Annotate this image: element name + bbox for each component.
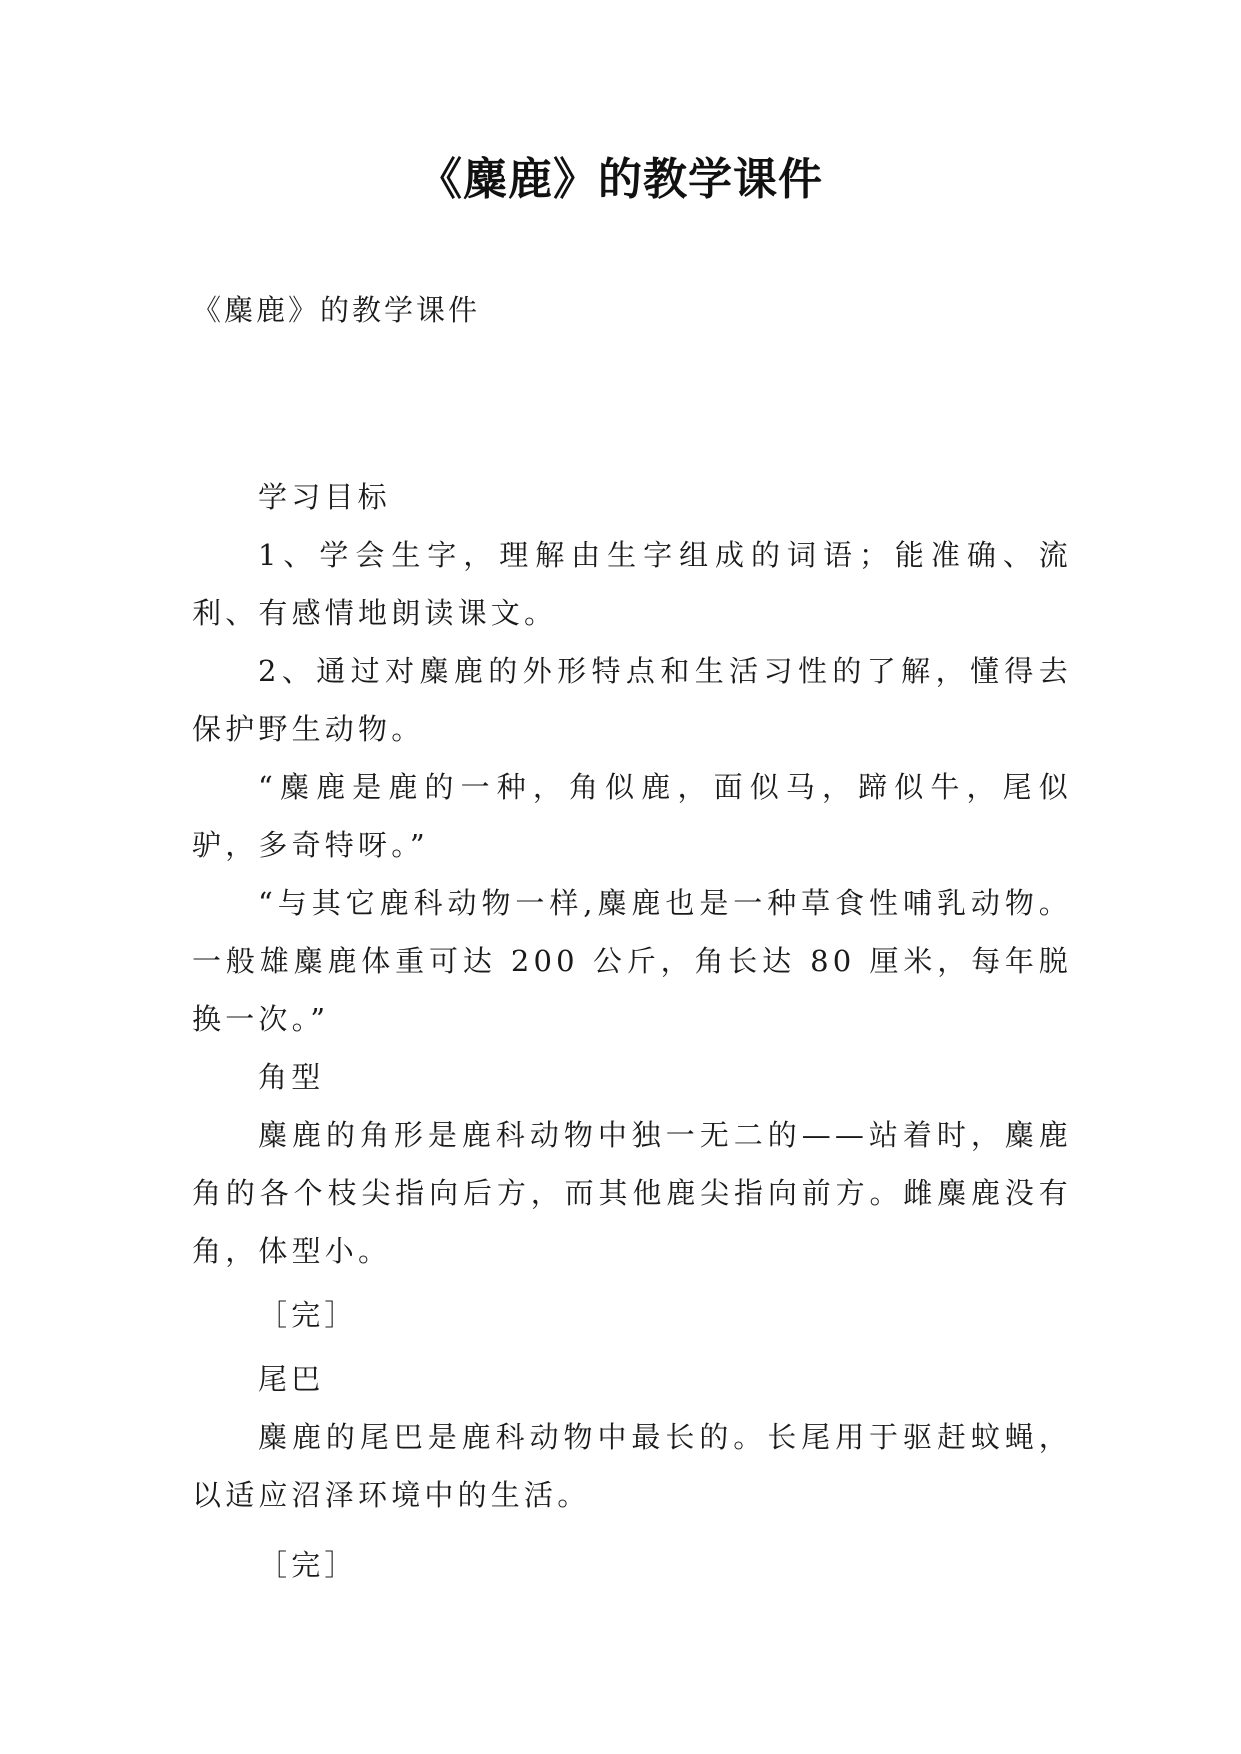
tail-paragraph: 麋鹿的尾巴是鹿科动物中最长的。长尾用于驱赶蚊蝇，以适应沼泽环境中的生活。: [192, 1420, 1072, 1512]
antlers-paragraph: 麋鹿的角形是鹿科动物中独一无二的——站着时，麋鹿角的各个枝尖指向后方，而其他鹿尖指向前方。雌麋鹿没有角，体型小。: [192, 1118, 1072, 1268]
section-heading-antlers: 角型: [258, 1060, 325, 1094]
section-heading-objectives: 学习目标: [258, 480, 391, 514]
end-marker-1: ［完］: [258, 1298, 358, 1332]
document-title: 《麋鹿》的教学课件: [418, 154, 823, 205]
end-marker-2: ［完］: [258, 1548, 358, 1582]
document-body: [192, 468, 1072, 1594]
objective-2: 2、通过对麋鹿的外形特点和生活习性的了解，懂得去保护野生动物。: [192, 654, 1072, 746]
quote-2: “与其它鹿科动物一样,麋鹿也是一种草食性哺乳动物。一般雄麋鹿体重可达 200 公斤，角长达 80 厘米，每年脱换一次。”: [192, 886, 1072, 1036]
quote-1: “麋鹿是鹿的一种，角似鹿，面似马，蹄似牛，尾似驴，多奇特呀。”: [192, 770, 1072, 862]
section-heading-tail: 尾巴: [258, 1362, 325, 1396]
objective-1: 1、学会生字，理解由生字组成的词语；能准确、流利、有感情地朗读课文。: [192, 538, 1072, 630]
document-subtitle: 《麋鹿》的教学课件: [192, 293, 481, 327]
